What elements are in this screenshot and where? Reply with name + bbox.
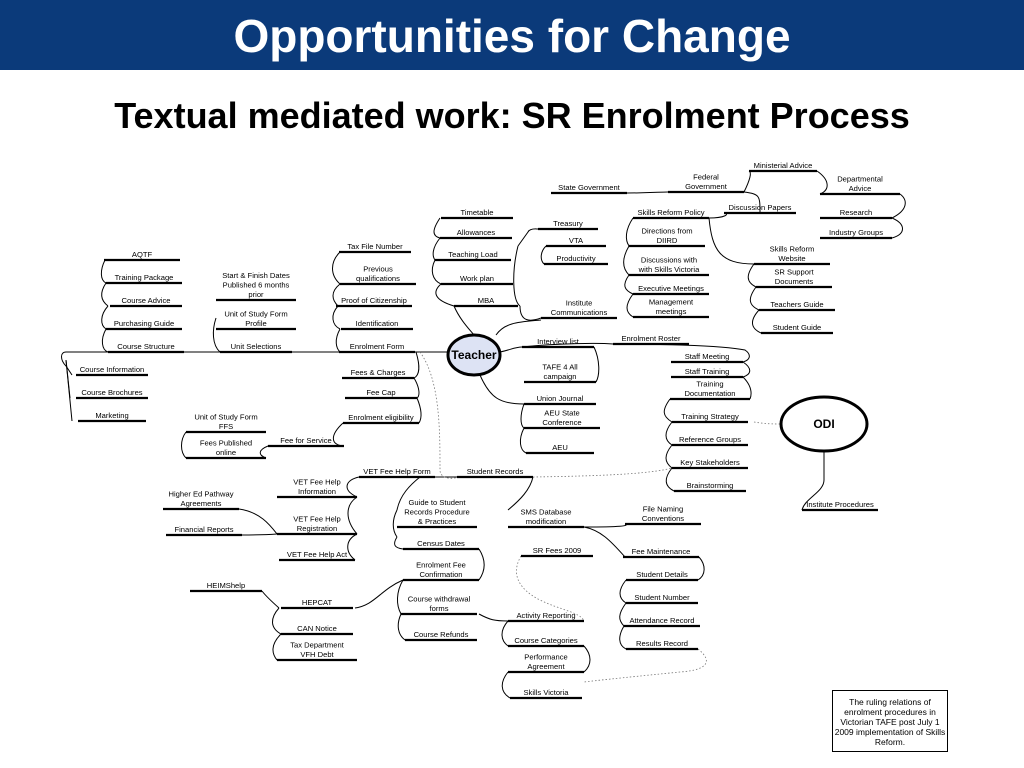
connector-line <box>102 283 108 306</box>
connector-line <box>625 275 633 294</box>
node-heimshelp: HEIMShelp <box>206 581 246 590</box>
node-marketing: Marketing <box>95 411 129 420</box>
node-fees-published-online: Fees Published online <box>199 438 253 457</box>
node-brainstorming: Brainstorming <box>686 481 734 490</box>
connector-line <box>743 362 750 377</box>
node-allowances: Allowances <box>456 228 496 237</box>
node-ministerial-advice: Ministerial Advice <box>753 161 813 170</box>
connector-line <box>333 284 340 306</box>
connector-line <box>213 318 220 352</box>
node-tafe-4-all: TAFE 4 All campaign <box>542 362 578 381</box>
node-union-journal: Union Journal <box>536 394 584 403</box>
connector-line <box>398 614 405 640</box>
node-sms-database: SMS Database modification <box>520 507 572 526</box>
connector-line <box>242 534 277 535</box>
connector-line <box>272 608 281 634</box>
node-reference-groups: Reference Groups <box>678 435 742 444</box>
connector-line <box>664 399 672 422</box>
node-census-dates: Census Dates <box>417 539 465 548</box>
connector-line <box>102 329 108 352</box>
connector-line <box>584 527 625 557</box>
node-course-advice: Course Advice <box>121 296 171 305</box>
node-enrolment-form: Enrolment Form <box>349 342 405 351</box>
node-higher-ed-pathway: Higher Ed Pathway Agreements <box>168 489 234 508</box>
node-course-structure: Course Structure <box>117 342 175 351</box>
connector-line <box>508 477 533 510</box>
node-skills-reform-website: Skills Reform Website <box>769 244 815 263</box>
page-subtitle: Textual mediated work: SR Enrolment Process <box>114 95 910 136</box>
node-student-records: Student Records <box>466 467 524 476</box>
connector-line <box>393 510 397 537</box>
connector-line <box>414 378 419 398</box>
node-student-guide: Student Guide <box>772 323 822 332</box>
node-fees-charges: Fees & Charges <box>350 368 406 377</box>
caption-note: The ruling relations of enrolment procedures in Victorian TAFE post July 1 2009 implementation of Skills Reform. <box>832 690 948 752</box>
connector-line <box>348 497 357 534</box>
odi-hub-label: ODI <box>813 417 835 431</box>
connector-line <box>626 218 633 246</box>
connector-line <box>262 591 279 608</box>
node-hepcat: HEPCAT <box>301 598 333 607</box>
connector-line <box>333 252 341 284</box>
connector-line <box>336 329 340 352</box>
connector-line <box>239 509 277 534</box>
connector-line <box>666 422 672 445</box>
connector-line <box>620 580 626 603</box>
dotted-relation-line <box>584 649 706 682</box>
connector-line <box>417 398 421 423</box>
teacher-hub-label: Teacher <box>451 348 497 362</box>
connector-line <box>817 171 827 194</box>
node-vet-fee-help-act: VET Fee Help Act <box>286 550 348 559</box>
connector-line <box>454 306 474 335</box>
connector-line <box>752 310 761 333</box>
node-purchasing-guide: Purchasing Guide <box>113 319 175 328</box>
connector-line <box>709 218 754 264</box>
node-interview-list: Interview list <box>537 337 579 346</box>
node-tax-department: Tax Department VFH Debt <box>290 640 344 659</box>
node-timetable: Timetable <box>460 208 494 217</box>
connector-line <box>333 423 344 446</box>
node-institute-communications: Institute Communications <box>550 298 608 317</box>
connector-line <box>584 524 626 527</box>
node-course-withdrawal-forms: Course withdrawal forms <box>407 594 471 613</box>
connector-line <box>698 557 704 580</box>
connector-line <box>355 580 403 608</box>
connector-line <box>101 260 106 283</box>
node-teaching-load: Teaching Load <box>448 250 498 259</box>
connector-line <box>502 621 508 646</box>
node-industry-groups: Industry Groups <box>828 228 884 237</box>
node-course-refunds: Course Refunds <box>413 630 469 639</box>
node-can-notice: CAN Notice <box>297 624 337 633</box>
connector-line <box>397 580 403 614</box>
node-research: Research <box>839 208 873 217</box>
connector-line <box>496 320 541 335</box>
connector-line <box>520 306 541 320</box>
connector-line <box>627 294 633 317</box>
node-enrolment-fee-confirmation: Enrolment Fee Confirmation <box>416 560 466 579</box>
connector-line <box>66 360 72 421</box>
node-unit-of-study-form-ffs: Unit of Study Form FFS <box>194 412 258 431</box>
node-state-government: State Government <box>558 183 620 192</box>
node-performance-agreement: Performance Agreement <box>524 652 568 671</box>
connector-line <box>518 229 538 246</box>
connector-line <box>744 171 750 192</box>
node-unit-selections: Unit Selections <box>230 342 282 351</box>
node-unit-of-study-form-profile: Unit of Study Form Profile <box>224 309 288 328</box>
connector-line <box>748 264 756 287</box>
connector-line <box>260 446 268 458</box>
node-vet-fee-help-registration: VET Fee Help Registration <box>293 514 341 533</box>
connector-line <box>500 347 522 352</box>
node-key-stakeholders: Key Stakeholders <box>680 458 740 467</box>
node-training-package: Training Package <box>114 273 174 282</box>
connector-line <box>395 537 403 549</box>
node-departmental-advice: Departmental Advice <box>837 174 883 193</box>
connector-line <box>347 477 359 497</box>
node-vet-fee-help-form: VET Fee Help Form <box>363 467 431 476</box>
node-start-finish-dates: Start & Finish Dates Published 6 months prior <box>222 271 290 299</box>
connector-line <box>666 468 674 491</box>
dotted-relation-line <box>420 352 459 478</box>
node-course-categories: Course Categories <box>514 636 578 645</box>
node-skills-reform-policy: Skills Reform Policy <box>637 208 705 217</box>
connector-line <box>514 246 520 306</box>
connector-line <box>479 549 484 580</box>
connector-line <box>333 306 340 329</box>
connector-line <box>620 603 626 626</box>
node-fee-cap: Fee Cap <box>366 388 396 397</box>
node-tax-file-number: Tax File Number <box>347 242 403 251</box>
connector-line <box>521 404 524 428</box>
node-vet-fee-help-information: VET Fee Help Information <box>293 477 341 496</box>
connector-line <box>666 445 672 468</box>
node-guide-student-records: Guide to Student Records Procedure & Practices <box>404 498 470 526</box>
node-directions-diird: Directions from DIIRD <box>641 226 693 245</box>
node-vta: VTA <box>568 236 584 245</box>
node-proof-of-citizenship: Proof of Citizenship <box>341 296 407 305</box>
node-staff-training: Staff Training <box>684 367 730 376</box>
node-fee-maintenance: Fee Maintenance <box>631 547 691 556</box>
connector-line <box>414 352 419 378</box>
connector-line <box>541 246 546 264</box>
node-aeu: AEU <box>552 443 568 452</box>
connector-line <box>709 213 726 218</box>
connector-line <box>433 238 440 260</box>
node-work-plan: Work plan <box>459 274 495 283</box>
node-training-strategy: Training Strategy <box>681 412 739 421</box>
node-training-documentation: Training Documentation <box>684 379 736 398</box>
node-management-meetings: Management meetings <box>648 297 694 316</box>
node-identification: Identification <box>355 319 399 328</box>
connector-line <box>594 347 599 382</box>
node-student-details: Student Details <box>636 570 688 579</box>
node-staff-meeting: Staff Meeting <box>684 352 730 361</box>
connector-line <box>584 646 590 672</box>
connector-line <box>479 614 508 621</box>
connector-line <box>102 306 108 329</box>
node-institute-procedures: Institute Procedures <box>806 500 874 509</box>
node-aqtf: AQTF <box>131 250 153 259</box>
dotted-relation-line <box>754 422 781 424</box>
node-course-information: Course Information <box>79 365 145 374</box>
node-executive-meetings: Executive Meetings <box>638 284 704 293</box>
node-activity-reporting: Activity Reporting <box>516 611 576 620</box>
node-attendance-record: Attendance Record <box>629 616 695 625</box>
node-financial-reports: Financial Reports <box>174 525 234 534</box>
connector-line <box>432 260 441 284</box>
node-productivity: Productivity <box>556 254 596 263</box>
node-sr-support-documents: SR Support Documents <box>774 267 814 286</box>
connector-line <box>627 192 668 193</box>
connector-line <box>182 432 187 458</box>
node-results-record: Results Record <box>636 639 688 648</box>
connector-line <box>436 284 454 306</box>
connector-line <box>480 375 524 404</box>
connector-line <box>348 534 357 560</box>
connector-line <box>434 218 440 238</box>
node-fee-for-service: Fee for Service <box>280 436 332 445</box>
node-aeu-state-conference: AEU State Conference <box>542 408 582 427</box>
node-previous-qualifications: Previous qualifications <box>356 264 400 283</box>
connector-line <box>502 672 510 698</box>
connector-line <box>624 246 629 275</box>
connector-line <box>892 218 903 238</box>
node-sr-fees-2009: SR Fees 2009 <box>532 546 582 555</box>
connector-line <box>520 428 526 453</box>
node-discussion-papers: Discussion Papers <box>728 203 792 212</box>
connector-line <box>750 287 759 310</box>
node-course-brochures: Course Brochures <box>81 388 143 397</box>
node-discussions-skills-victoria: Discussions with with Skills Victoria <box>638 255 700 274</box>
node-skills-victoria: Skills Victoria <box>523 688 569 697</box>
connector-line <box>743 377 751 399</box>
node-enrolment-roster: Enrolment Roster <box>621 334 681 343</box>
node-student-number: Student Number <box>634 593 690 602</box>
page-title: Opportunities for Change <box>233 10 791 62</box>
dotted-relation-line <box>533 468 672 477</box>
node-treasury: Treasury <box>553 219 583 228</box>
node-federal-government: Federal Government <box>685 172 727 191</box>
connector-line <box>620 626 626 649</box>
node-teachers-guide: Teachers Guide <box>770 300 824 309</box>
node-enrolment-eligibility: Enrolment eligibility <box>348 413 414 422</box>
node-mba: MBA <box>477 296 495 305</box>
node-file-naming: File Naming Conventions <box>641 504 685 523</box>
connector-line <box>273 634 281 660</box>
connector-line <box>892 194 905 218</box>
